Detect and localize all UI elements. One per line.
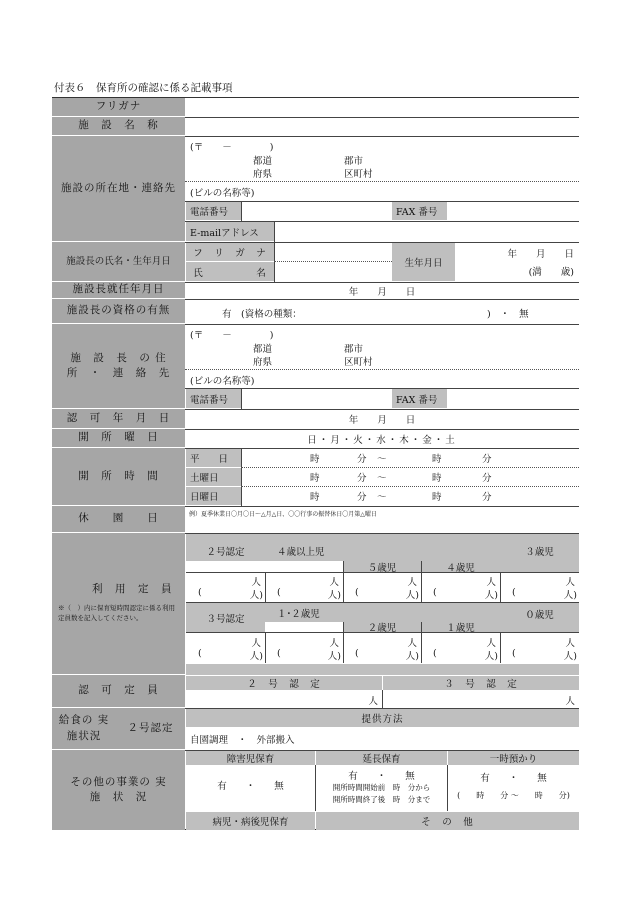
facility-postal: (〒 － )	[190, 142, 274, 153]
capacity-age1-label: １歳児	[421, 622, 500, 632]
label-facility-address: 施設の所在地・連絡先	[52, 136, 185, 242]
cap3-total-person: 人	[251, 638, 261, 649]
cap2-age4plus-close: 人)	[327, 590, 341, 601]
cap2-age5-person: 人	[407, 577, 417, 588]
director-fax-label: FAX 番号	[392, 389, 447, 408]
cap3-total-close: 人)	[249, 651, 263, 662]
cap3-age2-close: 人)	[405, 651, 419, 662]
approved-cert2-person: 人	[368, 696, 378, 707]
cap2-age4plus-open: (	[277, 587, 281, 598]
approved-cert2-label: ２ 号 認 定	[186, 676, 382, 690]
director-birth-label: 生年月日	[392, 243, 455, 281]
facility-kuchoson: 区町村	[344, 169, 373, 180]
cap2-total-close: 人)	[249, 590, 263, 601]
director-qualification-value: 有 (資格の種類： ) ・ 無	[222, 309, 529, 320]
label-furigana: フリガナ	[52, 98, 185, 117]
facility-fax-label: FAX 番号	[392, 202, 447, 220]
capacity-age12-label: １･２歳児	[265, 603, 500, 622]
meal-method-header: 提供方法	[186, 709, 579, 727]
cap2-age4-open: (	[433, 587, 437, 598]
director-appointed-date: 年 月 日	[348, 287, 416, 298]
capacity-note: ※（ ）内に保育短時間認定に係る利用定員数を記入してください。	[58, 604, 175, 623]
hours-weekday-label: 平 日	[186, 449, 241, 467]
hours-sunday-fun1: 分	[357, 492, 367, 503]
form-table	[52, 97, 579, 830]
label-director-appointed: 施設長就任年月日	[52, 282, 185, 299]
label-director-qualification: 施設長の資格の有無	[52, 299, 185, 324]
director-name-label: 氏 名	[186, 262, 274, 281]
cap2-age5-close: 人)	[405, 590, 419, 601]
cap3-age12-open: (	[277, 648, 281, 659]
capacity-cert3-label: ３号認定	[186, 603, 265, 632]
other-extended-after: 開所時間終了後 時 分まで	[332, 795, 431, 804]
label-open-days: 開 所 曜 日	[52, 429, 185, 448]
director-postal: (〒 － )	[190, 330, 274, 341]
document-title: 付表６ 保育所の確認に係る記載事項	[54, 82, 233, 94]
meal-method-value: 自園調理 ・ 外部搬入	[190, 735, 295, 746]
cap2-age3-open: (	[512, 587, 516, 598]
cap2-age3-person: 人	[565, 577, 575, 588]
approved-cert3-person: 人	[565, 696, 575, 707]
other-other-label: そ の 他	[316, 812, 579, 830]
approved-cert3-label: ３ 号 認 定	[383, 676, 579, 690]
capacity-cert2-label: ２号認定	[186, 541, 265, 561]
hours-saturday-label: 土曜日	[186, 468, 241, 486]
director-phone-label: 電話番号	[186, 389, 241, 408]
hours-sunday-fun2: 分	[482, 492, 492, 503]
cap2-age4-person: 人	[486, 577, 496, 588]
label-meal-cert: ２号認定	[116, 708, 185, 750]
capacity-age3-label: ３歳児	[500, 541, 579, 572]
other-extended-yesno: 有 ・ 無	[348, 771, 415, 782]
facility-gunshi: 郡市	[344, 156, 364, 167]
capacity-age4plus-label: ４歳以上児	[265, 541, 500, 561]
other-temporary-time: ( 時 分 ～ 時 分)	[457, 791, 570, 800]
facility-phone-label: 電話番号	[186, 202, 241, 220]
approval-date-value: 年 月 日	[348, 415, 416, 426]
cap3-age1-close: 人)	[484, 651, 498, 662]
cap3-total-open: (	[198, 648, 202, 659]
cap3-age1-open: (	[433, 648, 437, 659]
director-building: (ビルの名称等)	[190, 376, 255, 387]
capacity-age4-label: ４歳児	[421, 561, 500, 572]
director-fuken: 府県	[253, 357, 273, 368]
other-extended-label: 延長保育	[316, 751, 447, 765]
hours-weekday-fun2: 分	[482, 454, 492, 465]
label-other-services: その他の事業の 実 施 状 況	[52, 750, 185, 831]
hours-saturday-ji1: 時	[310, 473, 320, 484]
hours-weekday-tilde: ～	[377, 454, 387, 465]
director-kuchoson: 区町村	[344, 357, 373, 368]
director-gunshi: 郡市	[344, 344, 364, 355]
hours-weekday-fun1: 分	[357, 454, 367, 465]
hours-sunday-tilde: ～	[377, 492, 387, 503]
other-disability-yesno: 有 ・ 無	[217, 781, 284, 792]
label-open-hours: 開 所 時 間	[52, 448, 185, 506]
label-director-address: 施 設 長 の 住 所 ・ 連 絡 先	[52, 324, 185, 409]
hours-sunday-ji2: 時	[432, 492, 442, 503]
capacity-age5-label: ５歳児	[343, 561, 421, 572]
facility-fuken: 府県	[253, 169, 273, 180]
open-days-value: 日・月・火・水・木・金・土	[307, 435, 457, 446]
other-temporary-label: 一時預かり	[448, 751, 579, 765]
capacity-bottom-band	[186, 664, 579, 675]
director-todo: 都道	[253, 344, 273, 355]
director-furigana-label: フ リ ガ ナ	[186, 243, 274, 261]
capacity-age0-label: ０歳児	[500, 603, 579, 632]
other-extended-before: 開所時間開始前 時 分から	[332, 783, 431, 792]
capacity-age2-label: ２歳児	[343, 622, 421, 632]
cap3-age12-close: 人)	[327, 651, 341, 662]
hours-sunday-ji1: 時	[310, 492, 320, 503]
cap3-age0-person: 人	[565, 638, 575, 649]
label-holidays: 休 園 日	[52, 506, 185, 533]
hours-saturday-tilde: ～	[377, 473, 387, 484]
cap3-age1-person: 人	[486, 638, 496, 649]
hours-saturday-fun1: 分	[357, 473, 367, 484]
other-sick-child-label: 病児・病後児保育	[186, 812, 315, 830]
cap2-age5-open: (	[355, 587, 359, 598]
label-approval-date: 認 可 年 月 日	[52, 409, 185, 429]
hours-weekday-ji2: 時	[432, 454, 442, 465]
hours-saturday-ji2: 時	[432, 473, 442, 484]
cap2-total-person: 人	[251, 577, 261, 588]
cap2-age3-close: 人)	[563, 590, 577, 601]
cap3-age0-close: 人)	[563, 651, 577, 662]
label-meal: 給食の 実施状況	[52, 708, 116, 750]
cap2-age4plus-person: 人	[329, 577, 339, 588]
director-birth-value: 年 月 日	[507, 249, 574, 260]
label-capacity: 利 用 定 員	[92, 583, 173, 595]
facility-email-label: E-mailアドレス	[186, 222, 274, 241]
facility-building: (ビルの名称等)	[190, 188, 255, 199]
cap2-age4-close: 人)	[484, 590, 498, 601]
label-director-name: 施設長の氏名・生年月日	[52, 242, 185, 282]
cap3-age0-open: (	[512, 648, 516, 659]
hours-weekday-ji1: 時	[310, 454, 320, 465]
capacity-top-band	[186, 534, 579, 541]
label-approved-capacity: 認 可 定 員	[52, 675, 185, 708]
hours-saturday-fun2: 分	[482, 473, 492, 484]
director-age: (満 歳)	[528, 267, 574, 278]
label-facility-name: 施 設 名 称	[52, 117, 185, 136]
cap3-age2-open: (	[355, 648, 359, 659]
cap3-age2-person: 人	[407, 638, 417, 649]
cap2-total-open: (	[198, 587, 202, 598]
cap3-age12-person: 人	[329, 638, 339, 649]
other-temporary-yesno: 有 ・ 無	[480, 773, 547, 784]
holiday-example: 例）夏季休業日〇月〇日～△月△日、〇〇行事の振替休日〇月第△曜日	[189, 511, 377, 518]
facility-todo: 都道	[253, 156, 273, 167]
other-disability-label: 障害児保育	[186, 751, 315, 765]
hours-sunday-label: 日曜日	[186, 487, 241, 505]
